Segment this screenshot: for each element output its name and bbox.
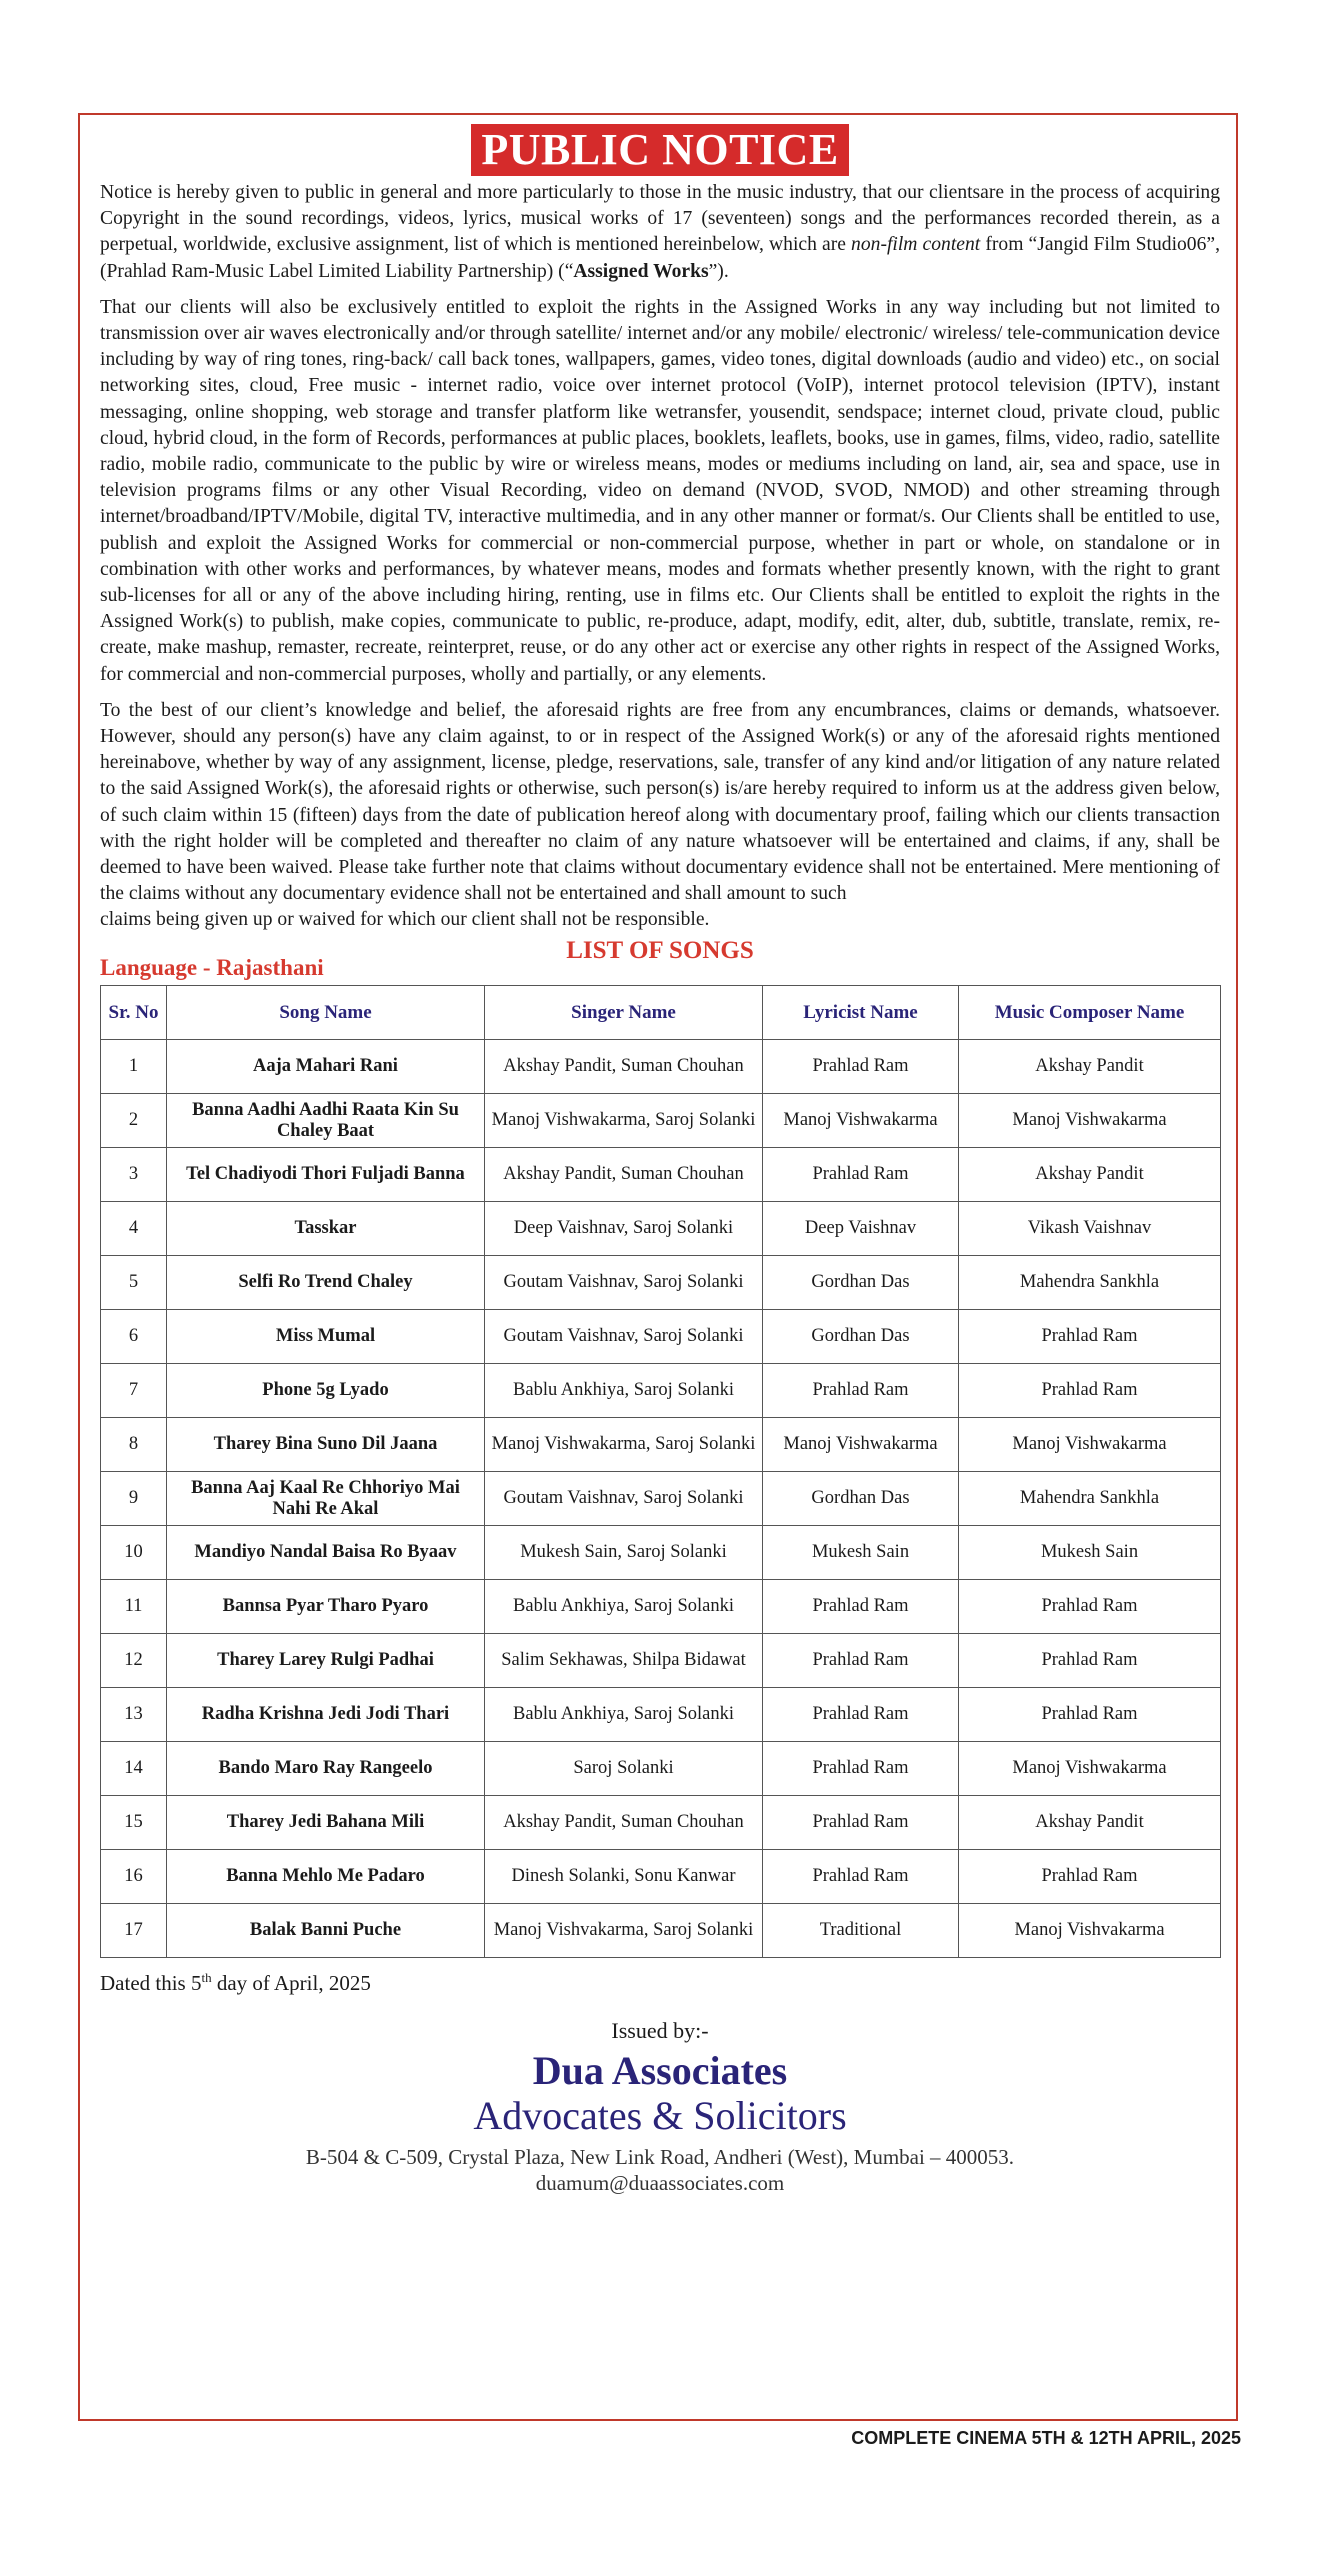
cell-lyricist-name: Gordhan Das — [763, 1256, 959, 1310]
cell-lyricist-name: Mukesh Sain — [763, 1526, 959, 1580]
cell-song-name: Bando Maro Ray Rangeelo — [167, 1742, 485, 1796]
cell-sr-no: 2 — [101, 1094, 167, 1148]
cell-singer-name: Manoj Vishvakarma, Saroj Solanki — [485, 1904, 763, 1958]
cell-sr-no: 12 — [101, 1634, 167, 1688]
cell-composer-name: Prahlad Ram — [959, 1634, 1221, 1688]
cell-lyricist-name: Manoj Vishwakarma — [763, 1418, 959, 1472]
songs-table — [100, 985, 1221, 1958]
cell-lyricist-name: Deep Vaishnav — [763, 1202, 959, 1256]
cell-sr-no: 11 — [101, 1580, 167, 1634]
para1-text-c: ”). — [708, 260, 729, 282]
para1-italic: non-film content — [851, 234, 981, 256]
cell-sr-no: 16 — [101, 1850, 167, 1904]
table-row — [101, 1472, 1221, 1526]
cell-singer-name: Bablu Ankhiya, Saroj Solanki — [485, 1364, 763, 1418]
cell-song-name: Balak Banni Puche — [167, 1904, 485, 1958]
table-row — [101, 1580, 1221, 1634]
cell-composer-name: Mukesh Sain — [959, 1526, 1221, 1580]
para1-text-b: from “Jangid Film Studio06”, (Prahlad Ram-Music Label Limited Liability Partnership) (“ — [100, 234, 1220, 282]
cell-lyricist-name: Prahlad Ram — [763, 1688, 959, 1742]
cell-singer-name: Salim Sekhawas, Shilpa Bidawat — [485, 1634, 763, 1688]
cell-composer-name: Vikash Vaishnav — [959, 1202, 1221, 1256]
cell-singer-name: Deep Vaishnav, Saroj Solanki — [485, 1202, 763, 1256]
cell-composer-name: Manoj Vishvakarma — [959, 1904, 1221, 1958]
language-label: Language - Rajasthani — [100, 955, 324, 981]
paragraph-1 — [100, 180, 1220, 285]
cell-lyricist-name: Gordhan Das — [763, 1310, 959, 1364]
header-singer-name: Singer Name — [485, 986, 763, 1040]
cell-lyricist-name: Prahlad Ram — [763, 1148, 959, 1202]
firm-name: Dua Associates — [532, 2048, 788, 2094]
dated-sup: th — [201, 1970, 212, 1986]
header-lyricist-name: Lyricist Name — [763, 986, 959, 1040]
cell-singer-name: Akshay Pandit, Suman Chouhan — [485, 1796, 763, 1850]
cell-sr-no: 8 — [101, 1418, 167, 1472]
table-row — [101, 1364, 1221, 1418]
header-composer-name: Music Composer Name — [959, 986, 1221, 1040]
table-row — [101, 1202, 1221, 1256]
cell-song-name: Tel Chadiyodi Thori Fuljadi Banna — [167, 1148, 485, 1202]
dated-pre: Dated this 5 — [100, 1971, 202, 1996]
cell-sr-no: 4 — [101, 1202, 167, 1256]
cell-song-name: Tharey Bina Suno Dil Jaana — [167, 1418, 485, 1472]
cell-song-name: Miss Mumal — [167, 1310, 485, 1364]
cell-sr-no: 14 — [101, 1742, 167, 1796]
cell-singer-name: Akshay Pandit, Suman Chouhan — [485, 1040, 763, 1094]
table-row — [101, 1256, 1221, 1310]
cell-composer-name: Prahlad Ram — [959, 1580, 1221, 1634]
cell-composer-name: Mahendra Sankhla — [959, 1256, 1221, 1310]
table-row — [101, 1310, 1221, 1364]
cell-lyricist-name: Prahlad Ram — [763, 1742, 959, 1796]
header-sr-no: Sr. No — [101, 986, 167, 1040]
cell-lyricist-name: Prahlad Ram — [763, 1850, 959, 1904]
cell-singer-name: Manoj Vishwakarma, Saroj Solanki — [485, 1094, 763, 1148]
cell-composer-name: Prahlad Ram — [959, 1850, 1221, 1904]
list-header — [100, 937, 1220, 985]
cell-singer-name: Akshay Pandit, Suman Chouhan — [485, 1148, 763, 1202]
table-row — [101, 1040, 1221, 1094]
cell-sr-no: 13 — [101, 1688, 167, 1742]
cell-song-name: Selfi Ro Trend Chaley — [167, 1256, 485, 1310]
cell-sr-no: 3 — [101, 1148, 167, 1202]
cell-song-name: Phone 5g Lyado — [167, 1364, 485, 1418]
table-row — [101, 1418, 1221, 1472]
paragraph-2: That our clients will also be exclusively entitled to exploit the rights in the Assigned Works in any way including but not limited to transmission over air waves electronically and/or through satellite/ internet and/or any mobile/ electronic/ wireless/ tele-communication device including by way of ring tones, ring-back/ call back tones, wallpapers, games, video tones, digital downloads (audio and video) etc., on social networking sites, cloud, Free music - internet radio, voice over internet protocol (VoIP), internet protocol television (IPTV), instant messaging, online shopping, web storage and transfer platform like wetransfer, yousendit, sendspace; internet cloud, private cloud, public cloud, hybrid cloud, in the form of Records, performances at public places, booklets, leaflets, books, use in games, films, video, radio, satellite radio, mobile radio, communicate to the public by wire or wireless means, modes or mediums including on land, air, sea and space, use in television programs films or any other Visual Recording, video on demand (NVOD, SVOD, NMOD) and other streaming through internet/broadband/IPTV/Mobile, digital TV, interactive multimedia, and in any other manner or format/s. Our Clients shall be entitled to use, publish and exploit the Assigned Works for commercial or non-commercial purpose, whether in part or whole, on standalone or in combination with other works and performances, by whatever means, modes and formats whether presently known, with the right to grant sub-licenses for all or any of the above including hiring, renting, use in films etc. Our Clients shall be entitled to exploit the rights in the Assigned Work(s) to publish, make copies, communicate to public, re-produce, adapt, modify, edit, alter, dub, subtitle, translate, remix, re-create, make mashup, remaster, recreate, reinterpret, reuse, or do any other act or exercise any other rights in respect of the Assigned Works, for commercial and non-commercial purposes, wholly and partially, or any elements. — [100, 296, 1220, 685]
publication-footer: COMPLETE CINEMA 5TH & 12TH APRIL, 2025 — [851, 2428, 1241, 2448]
cell-lyricist-name: Prahlad Ram — [763, 1634, 959, 1688]
cell-composer-name: Prahlad Ram — [959, 1364, 1221, 1418]
table-row — [101, 1526, 1221, 1580]
notice-body — [100, 124, 1220, 2196]
table-row — [101, 1904, 1221, 1958]
cell-singer-name: Saroj Solanki — [485, 1742, 763, 1796]
header-song-name: Song Name — [167, 986, 485, 1040]
cell-sr-no: 17 — [101, 1904, 167, 1958]
cell-lyricist-name: Traditional — [763, 1904, 959, 1958]
cell-song-name: Tharey Larey Rulgi Padhai — [167, 1634, 485, 1688]
table-row — [101, 1148, 1221, 1202]
cell-sr-no: 15 — [101, 1796, 167, 1850]
paragraph-3-last-line-clip — [100, 907, 1220, 933]
cell-composer-name: Akshay Pandit — [959, 1040, 1221, 1094]
table-row — [101, 1688, 1221, 1742]
cell-singer-name: Goutam Vaishnav, Saroj Solanki — [485, 1310, 763, 1364]
cell-sr-no: 5 — [101, 1256, 167, 1310]
table-row — [101, 1742, 1221, 1796]
cell-song-name: Mandiyo Nandal Baisa Ro Byaav — [167, 1526, 485, 1580]
cell-lyricist-name: Prahlad Ram — [763, 1040, 959, 1094]
dated-line — [100, 1970, 1220, 1996]
cell-song-name: Radha Krishna Jedi Jodi Thari — [167, 1688, 485, 1742]
cell-sr-no: 1 — [101, 1040, 167, 1094]
table-row — [101, 1094, 1221, 1148]
cell-lyricist-name: Prahlad Ram — [763, 1796, 959, 1850]
cell-song-name: Banna Mehlo Me Padaro — [167, 1850, 485, 1904]
cell-sr-no: 10 — [101, 1526, 167, 1580]
paragraph-3: To the best of our client’s knowledge and belief, the aforesaid rights are free from any encumbrances, claims or demands, whatsoever. However, should any person(s) have any claim against, to or in respect of the Assigned Work(s) or any of the aforesaid rights mentioned hereinabove, whether by way of any assignment, license, pledge, reservations, sale, transfer of any kind and/or litigation of any nature related to the said Assigned Work(s), the aforesaid rights or otherwise, such person(s) is/are hereby required to inform us at the address given below, of such claim within 15 (fifteen) days from the date of publication hereof along with documentary proof, failing which our clients transaction with the right holder will be completed and thereafter no claim of any nature whatsoever will be entertained and claims, if any, shall be deemed to have been waived. Please take further note that claims without documentary evidence shall not be entertained. Mere mentioning of the claims without any documentary evidence shall not be entertained and shall amount to such — [100, 699, 1220, 905]
cell-composer-name: Mahendra Sankhla — [959, 1472, 1221, 1526]
cell-singer-name: Goutam Vaishnav, Saroj Solanki — [485, 1256, 763, 1310]
cell-singer-name: Bablu Ankhiya, Saroj Solanki — [485, 1688, 763, 1742]
title-wrap — [100, 124, 1220, 180]
cell-singer-name: Manoj Vishwakarma, Saroj Solanki — [485, 1418, 763, 1472]
cell-singer-name: Bablu Ankhiya, Saroj Solanki — [485, 1580, 763, 1634]
para1-text-a: Notice is hereby given to public in general and more particularly to those in the music industry, that our clientsare in the process of acquiring Copyright in the sound recordings, videos, lyrics, musical works of 17 (seventeen) songs and the performances recorded therein, as a perpetual, worldwide, exclusive assignment, list of which is mentioned hereinbelow, which are — [100, 182, 1220, 256]
cell-lyricist-name: Prahlad Ram — [763, 1364, 959, 1418]
cell-lyricist-name: Gordhan Das — [763, 1472, 959, 1526]
cell-composer-name: Prahlad Ram — [959, 1310, 1221, 1364]
cell-singer-name: Mukesh Sain, Saroj Solanki — [485, 1526, 763, 1580]
table-body — [101, 1040, 1221, 1958]
cell-song-name: Tasskar — [167, 1202, 485, 1256]
cell-composer-name: Manoj Vishwakarma — [959, 1418, 1221, 1472]
para1-bold: Assigned Works — [573, 260, 709, 282]
table-row — [101, 1850, 1221, 1904]
table-row — [101, 1634, 1221, 1688]
cell-composer-name: Akshay Pandit — [959, 1796, 1221, 1850]
cell-lyricist-name: Manoj Vishwakarma — [763, 1094, 959, 1148]
cell-song-name: Banna Aaj Kaal Re Chhoriyo Mai Nahi Re Akal — [167, 1472, 485, 1526]
paragraph-3-last-line: claims being given up or waived for which our client shall not be responsible. — [100, 909, 710, 931]
cell-sr-no: 9 — [101, 1472, 167, 1526]
firm-address: B-504 & C-509, Crystal Plaza, New Link Road, Andheri (West), Mumbai – 400053. — [305, 2145, 1015, 2170]
cell-singer-name: Goutam Vaishnav, Saroj Solanki — [485, 1472, 763, 1526]
cell-song-name: Banna Aadhi Aadhi Raata Kin Su Chaley Baat — [167, 1094, 485, 1148]
cell-composer-name: Manoj Vishwakarma — [959, 1742, 1221, 1796]
table-header-row — [101, 986, 1221, 1040]
notice-title: PUBLIC NOTICE — [471, 124, 848, 176]
cell-singer-name: Dinesh Solanki, Sonu Kanwar — [485, 1850, 763, 1904]
issued-by: Issued by:- — [611, 2018, 709, 2044]
cell-sr-no: 6 — [101, 1310, 167, 1364]
firm-email: duamum@duaassociates.com — [535, 2171, 785, 2196]
cell-song-name: Aaja Mahari Rani — [167, 1040, 485, 1094]
cell-composer-name: Manoj Vishwakarma — [959, 1094, 1221, 1148]
table-row — [101, 1796, 1221, 1850]
cell-song-name: Tharey Jedi Bahana Mili — [167, 1796, 485, 1850]
cell-lyricist-name: Prahlad Ram — [763, 1580, 959, 1634]
cell-composer-name: Akshay Pandit — [959, 1148, 1221, 1202]
firm-subtitle: Advocates & Solicitors — [473, 2093, 847, 2139]
cell-composer-name: Prahlad Ram — [959, 1688, 1221, 1742]
list-title: LIST OF SONGS — [566, 937, 754, 965]
cell-sr-no: 7 — [101, 1364, 167, 1418]
cell-song-name: Bannsa Pyar Tharo Pyaro — [167, 1580, 485, 1634]
dated-post: day of April, 2025 — [211, 1971, 371, 1996]
